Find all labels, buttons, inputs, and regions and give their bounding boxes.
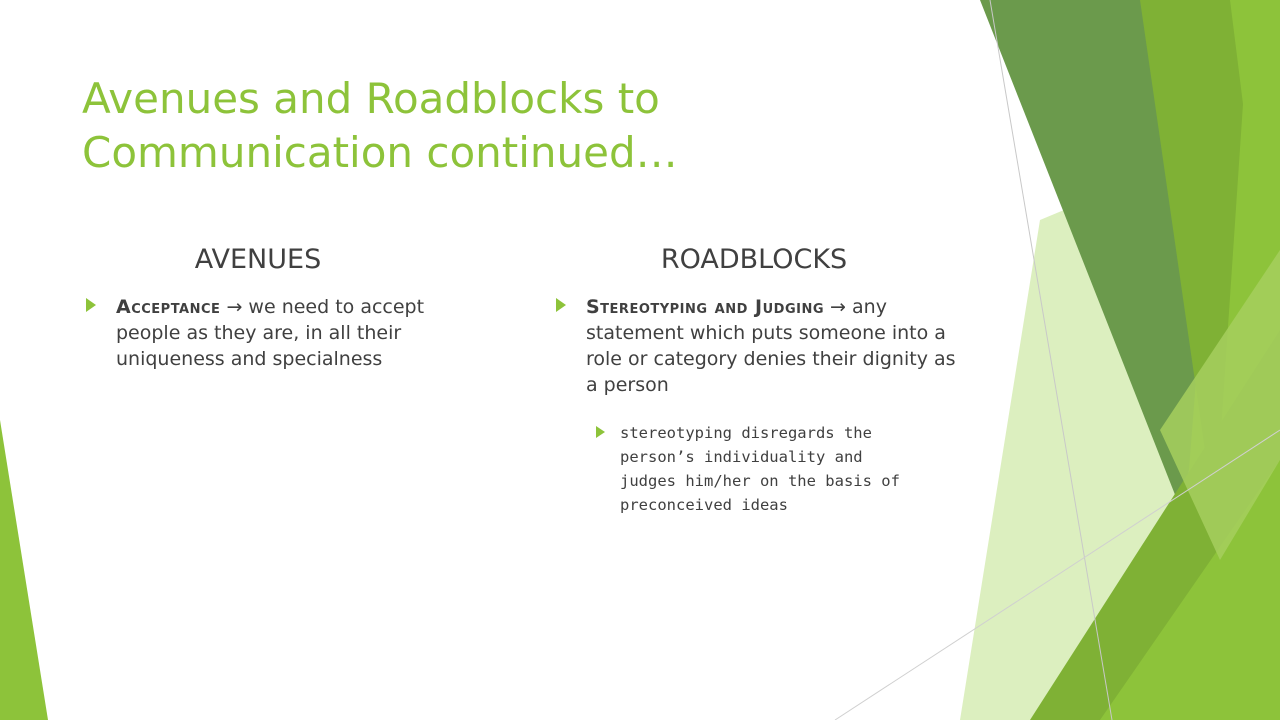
arrow-connector: → [220,296,249,318]
bullet-term: Acceptance [116,296,221,318]
arrow-connector: → [824,296,853,318]
roadblocks-sub-bullet [596,421,926,517]
bullet-body: any statement which puts someone into a role or category denies their dignity as a person [586,296,956,396]
bullet-arrow-icon [596,426,605,438]
slide-title: Avenues and Roadblocks to Communication continued… [82,74,678,177]
roadblocks-bullet-text [586,294,966,398]
avenues-bullet-text [116,294,486,372]
bullet-arrow-icon [556,298,566,312]
bullet-term: Stereotyping and Judging [586,296,825,318]
roadblocks-heading: ROADBLOCKS [660,244,848,275]
roadblocks-bullet [556,294,966,398]
bullet-arrow-icon [86,298,96,312]
avenues-bullet [86,294,486,372]
avenues-heading: AVENUES [194,244,322,275]
left-green-shape [0,420,48,720]
bullet-body: we need to accept people as they are, in all their uniqueness and specialness [116,296,425,370]
sub-bullet-text: stereotyping disregards the person’s individuality and judges him/her on the basis of preconceived ideas [620,424,900,514]
